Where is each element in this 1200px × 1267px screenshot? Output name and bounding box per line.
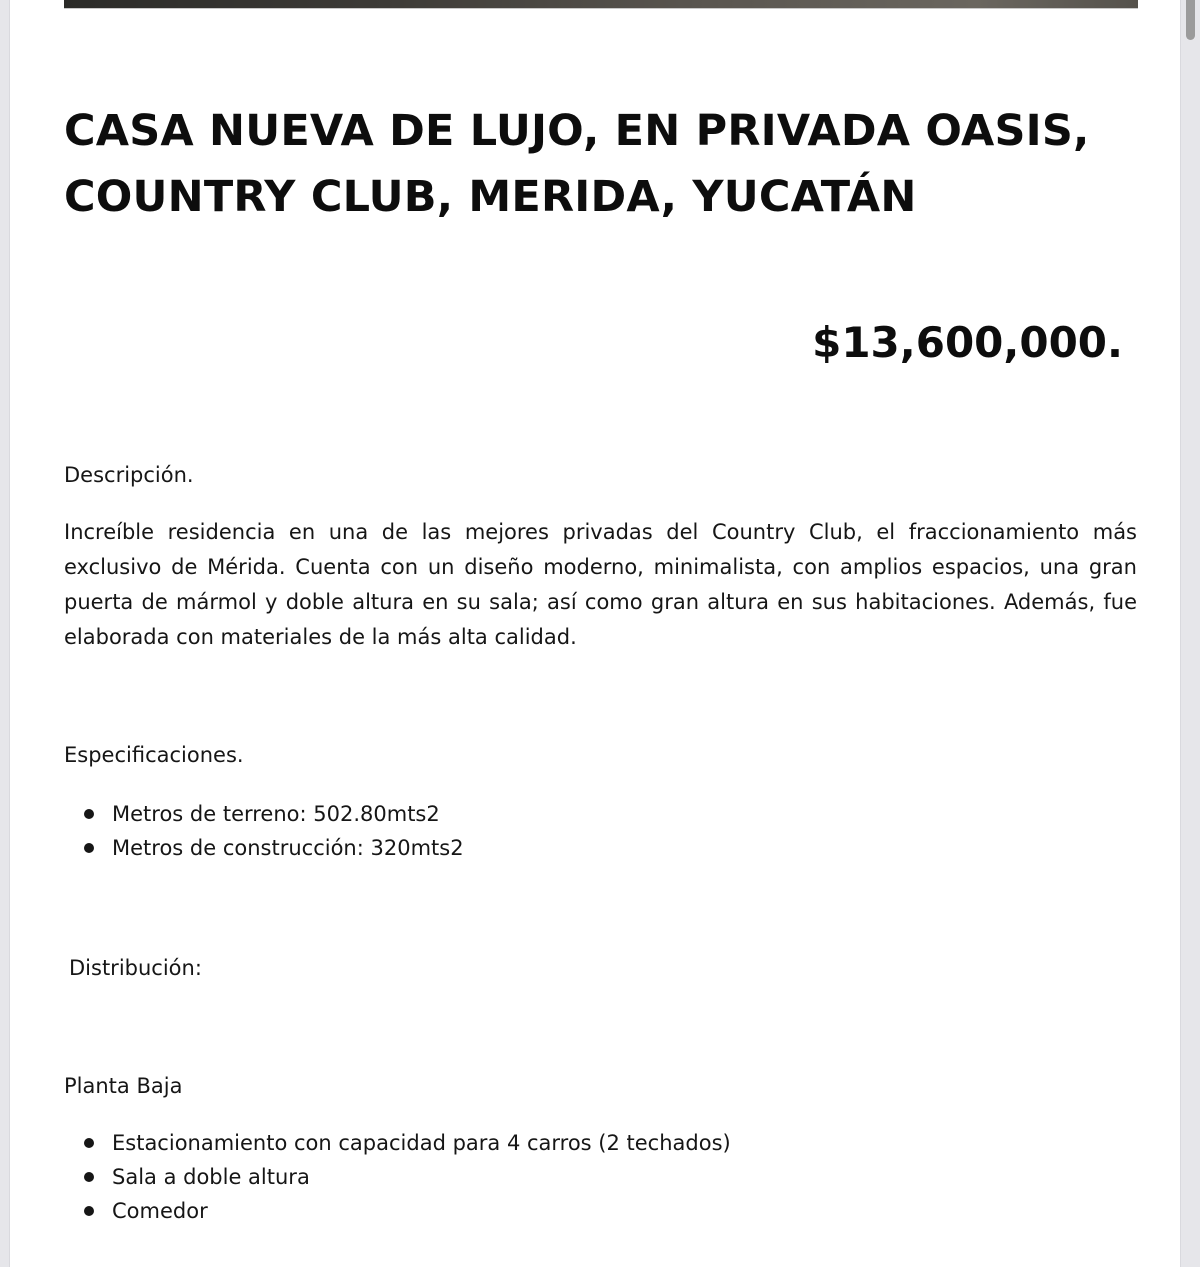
- bullet-icon: [84, 843, 94, 853]
- bullet-icon: [84, 809, 94, 819]
- listing-title: CASA NUEVA DE LUJO, EN PRIVADA OASIS, COUNTRY CLUB, MERIDA, YUCATÁN: [64, 106, 1090, 222]
- scrollbar[interactable]: [1188, 0, 1198, 1267]
- list-item: [64, 797, 464, 831]
- bullet-icon: [84, 1138, 94, 1148]
- listing-price: $13,600,000.: [812, 318, 1123, 367]
- list-item: [64, 831, 464, 865]
- spec-lot-size: Metros de terreno: 502.80mts2: [112, 802, 440, 826]
- ground-floor-heading: Planta Baja: [64, 1074, 183, 1098]
- page-content: [9, 0, 1181, 1267]
- list-item: [64, 1194, 731, 1228]
- ground-floor-list: [64, 1126, 731, 1228]
- scrollbar-thumb[interactable]: [1186, 0, 1195, 40]
- specifications-heading: Especificaciones.: [64, 743, 244, 767]
- spec-construction-size: Metros de construcción: 320mts2: [112, 836, 464, 860]
- description-text: Increíble residencia en una de las mejores privadas del Country Club, el fraccionamiento más exclusivo de Mérida. Cuenta con un diseño moderno, minimalista, con amplios espacios, una gran puerta de mármol y doble altura en su sala; así como gran altura en sus habitaciones. Además, fue elaborada con materiales de la más alta calidad.: [64, 520, 1137, 649]
- distribution-heading: Distribución:: [69, 956, 202, 980]
- ground-floor-item: Sala a doble altura: [112, 1165, 310, 1189]
- ground-floor-item: Comedor: [112, 1199, 208, 1223]
- specifications-list: [64, 797, 464, 865]
- description-heading: Descripción.: [64, 463, 194, 487]
- ground-floor-item: Estacionamiento con capacidad para 4 carros (2 techados): [112, 1131, 731, 1155]
- bullet-icon: [84, 1206, 94, 1216]
- property-photo[interactable]: [64, 0, 1138, 9]
- list-item: [64, 1160, 731, 1194]
- list-item: [64, 1126, 731, 1160]
- bullet-icon: [84, 1172, 94, 1182]
